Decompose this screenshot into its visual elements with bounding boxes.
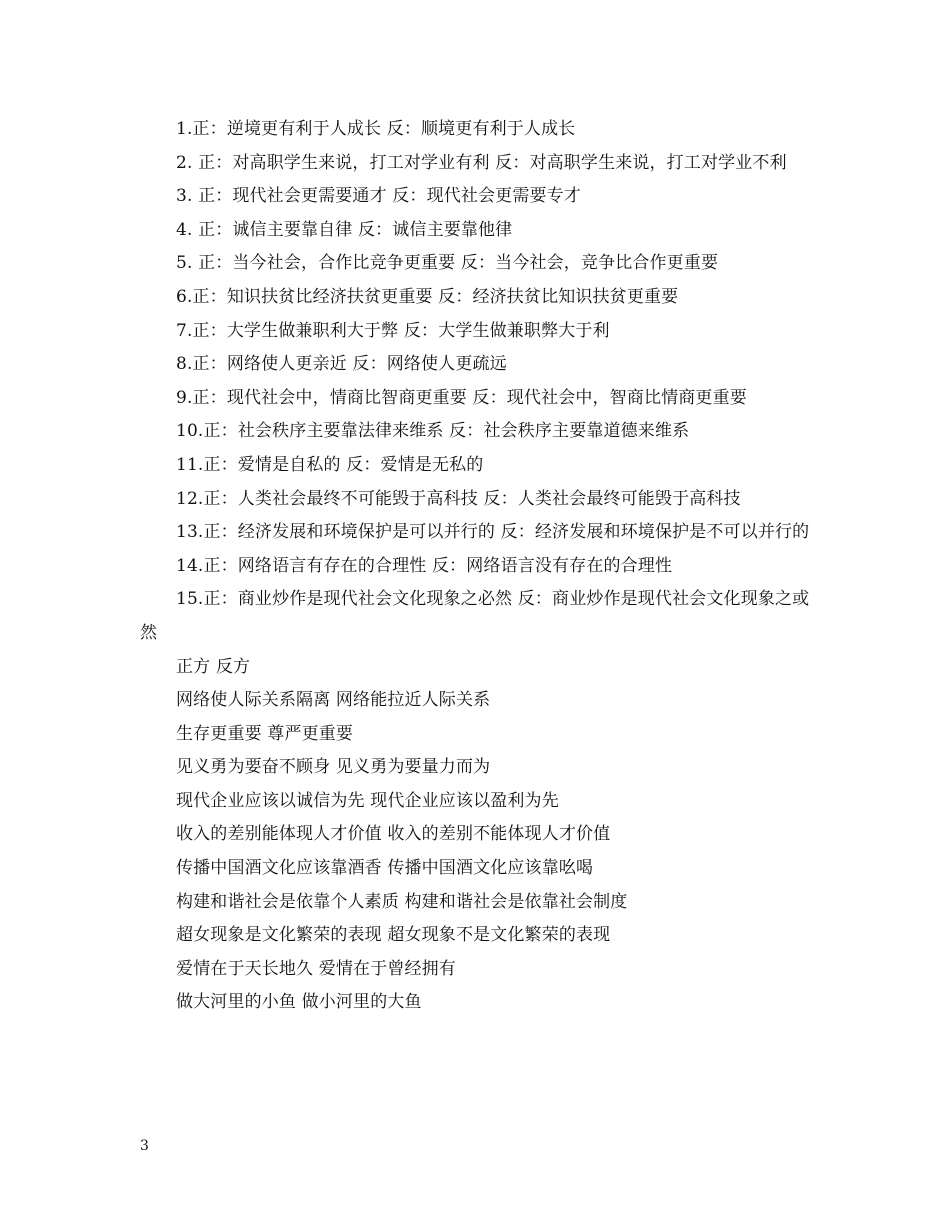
topic-1: 1.正：逆境更有利于人成长 反：顺境更有利于人成长	[176, 119, 576, 139]
topic-14: 14.正：网络语言有存在的合理性 反：网络语言没有存在的合理性	[176, 555, 673, 576]
topic-8: 8.正：网络使人更亲近 反：网络使人更疏远	[176, 354, 507, 375]
topic-12: 12.正：人类社会最终不可能毁于高科技 反：人类社会最终可能毁于高科技	[176, 488, 741, 509]
topic-10: 10.正：社会秩序主要靠法律来维系 反：社会秩序主要靠道德来维系	[176, 421, 690, 442]
topic-6: 6.正：知识扶贫比经济扶贫更重要 反：经济扶贫比知识扶贫更重要	[176, 286, 679, 307]
topic-5: 5. 正：当今社会，合作比竞争更重要 反：当今社会，竞争比合作更重要	[176, 253, 719, 274]
paired-topic-4: 现代企业应该以诚信为先 现代企业应该以盈利为先	[176, 790, 559, 811]
paired-topic-5: 收入的差别能体现人才价值 收入的差别不能体现人才价值	[176, 824, 611, 845]
paired-topic-6: 传播中国酒文化应该靠酒香 传播中国酒文化应该靠吆喝	[176, 858, 594, 879]
paired-topic-1: 网络使人际关系隔离 网络能拉近人际关系	[176, 690, 491, 711]
paired-topic-3: 见义勇为要奋不顾身 见义勇为要量力而为	[176, 757, 491, 778]
topic-13: 13.正：经济发展和环境保护是可以并行的 反：经济发展和环境保护是不可以并行的	[176, 522, 810, 543]
paired-topic-2: 生存更重要 尊严更重要	[176, 723, 354, 744]
topic-2: 2. 正：对高职学生来说，打工对学业有利 反：对高职学生来说，打工对学业不利	[176, 152, 787, 173]
topic-3: 3. 正：现代社会更需要通才 反：现代社会更需要专才	[176, 186, 581, 207]
topic-9: 9.正：现代社会中，情商比智商更重要 反：现代社会中，智商比情商更重要	[176, 387, 747, 408]
topic-15: 15.正：商业炒作是现代社会文化现象之必然 反：商业炒作是现代社会文化现象之或然	[140, 589, 810, 643]
topic-4: 4. 正：诚信主要靠自律 反：诚信主要靠他律	[176, 219, 513, 240]
paired-topic-10: 做大河里的小鱼 做小河里的大鱼	[176, 992, 422, 1013]
side-header: 正方 反方	[176, 656, 251, 677]
topic-11: 11.正：爱情是自私的 反：爱情是无私的	[176, 454, 484, 475]
paired-topic-7: 构建和谐社会是依靠个人素质 构建和谐社会是依靠社会制度	[176, 891, 628, 912]
topic-7: 7.正：大学生做兼职利大于弊 反：大学生做兼职弊大于利	[176, 320, 610, 341]
paired-topic-8: 超女现象是文化繁荣的表现 超女现象不是文化繁荣的表现	[176, 925, 611, 946]
paired-topic-9: 爱情在于天长地久 爱情在于曾经拥有	[176, 958, 456, 979]
page-body	[140, 113, 814, 1020]
page-number: 3	[140, 1138, 149, 1154]
